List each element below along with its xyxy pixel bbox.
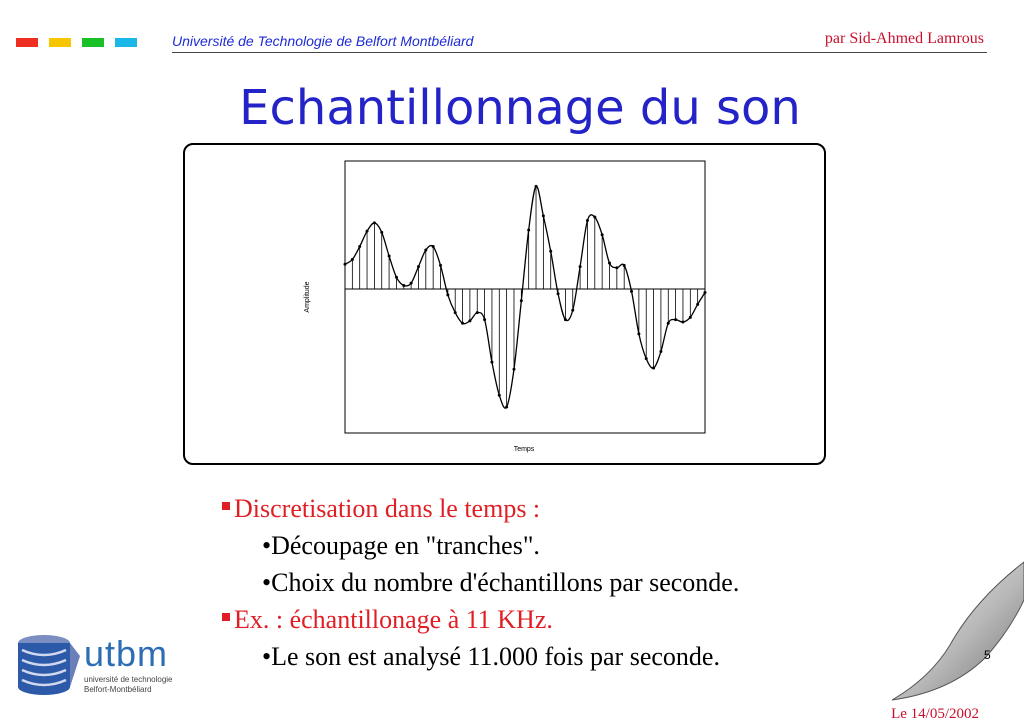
- bullet-item: [222, 638, 942, 675]
- sample-point: [505, 406, 508, 409]
- header-divider: [172, 52, 987, 53]
- university-name: Université de Technologie de Belfort Montbéliard: [172, 33, 474, 49]
- author-name: par Sid-Ahmed Lamrous: [824, 30, 984, 47]
- bullet-item: [222, 601, 942, 638]
- sample-point: [366, 230, 369, 233]
- sample-point: [439, 264, 442, 267]
- sample-point: [630, 290, 633, 293]
- bullet-text: Ex. : échantillonage à 11 KHz.: [234, 605, 553, 634]
- sample-point: [667, 322, 670, 325]
- sample-point: [512, 368, 515, 371]
- sample-point: [461, 322, 464, 325]
- x-axis-label: Temps: [513, 446, 535, 453]
- sample-point: [579, 265, 582, 268]
- sample-point: [623, 264, 626, 267]
- sample-point: [615, 266, 618, 269]
- sample-point: [454, 311, 457, 314]
- sample-point: [704, 291, 707, 294]
- plot-area: [345, 161, 705, 433]
- sample-point: [344, 263, 347, 266]
- sample-point: [402, 284, 405, 287]
- sample-point: [380, 231, 383, 234]
- color-square-green: [82, 38, 104, 47]
- sample-point: [424, 249, 427, 252]
- bullet-item: [222, 564, 942, 601]
- bullet-text: •Le son est analysé 11.000 fois par seconde.: [262, 642, 720, 671]
- square-bullet-icon: [222, 613, 230, 621]
- color-square-yellow: [49, 38, 71, 47]
- sample-point: [608, 262, 611, 265]
- sample-point: [564, 318, 567, 321]
- sample-point: [395, 276, 398, 279]
- sample-point: [601, 233, 604, 236]
- logo-subtitle: université de technologie: [84, 675, 173, 684]
- bullet-text: •Découpage en "tranches".: [262, 531, 540, 560]
- sample-point: [549, 250, 552, 253]
- sample-point: [490, 361, 493, 364]
- waveform-figure: [183, 143, 826, 465]
- slide-date: Le 14/05/2002: [891, 706, 979, 722]
- sample-point: [410, 282, 413, 285]
- bullet-item: [222, 490, 942, 527]
- sample-point: [681, 321, 684, 324]
- bullet-text: Discretisation dans le temps :: [234, 494, 541, 523]
- sample-point: [571, 309, 574, 312]
- page-curl-icon: [880, 560, 1024, 704]
- sample-point: [652, 367, 655, 370]
- y-axis-label: Amplitude: [304, 281, 311, 313]
- slide-title: Echantillonnage du son: [239, 80, 801, 136]
- sample-point: [498, 394, 501, 397]
- bullet-item: [222, 527, 942, 564]
- color-square-blue: [115, 38, 137, 47]
- bullet-text: •Choix du nombre d'échantillons par seconde.: [262, 568, 740, 597]
- page-number: 5: [984, 648, 991, 662]
- sample-point: [432, 245, 435, 248]
- logo-wordmark: utbm: [84, 633, 169, 674]
- sample-point: [659, 350, 662, 353]
- bullet-list: [222, 490, 942, 675]
- sample-point: [689, 316, 692, 319]
- sample-point: [483, 318, 486, 321]
- sample-point: [542, 214, 545, 217]
- sample-point: [535, 185, 538, 188]
- sample-point: [527, 229, 530, 232]
- sample-point: [520, 299, 523, 302]
- logo-subtitle-city: Belfort-Montbéliard: [84, 685, 152, 694]
- sample-point: [674, 318, 677, 321]
- sample-point: [446, 293, 449, 296]
- sample-point: [417, 265, 420, 268]
- sample-point: [586, 219, 589, 222]
- sample-point: [468, 319, 471, 322]
- sample-point: [557, 292, 560, 295]
- sample-point: [637, 332, 640, 335]
- square-bullet-icon: [222, 502, 230, 510]
- sample-point: [645, 357, 648, 360]
- waveform-line: [345, 186, 705, 408]
- sample-point: [351, 258, 354, 261]
- sample-point: [388, 254, 391, 257]
- sample-point: [593, 216, 596, 219]
- sample-point: [358, 245, 361, 248]
- sample-point: [476, 311, 479, 314]
- waveform-plot: [185, 145, 824, 463]
- sample-point: [696, 303, 699, 306]
- sample-point: [373, 221, 376, 224]
- color-square-red: [16, 38, 38, 47]
